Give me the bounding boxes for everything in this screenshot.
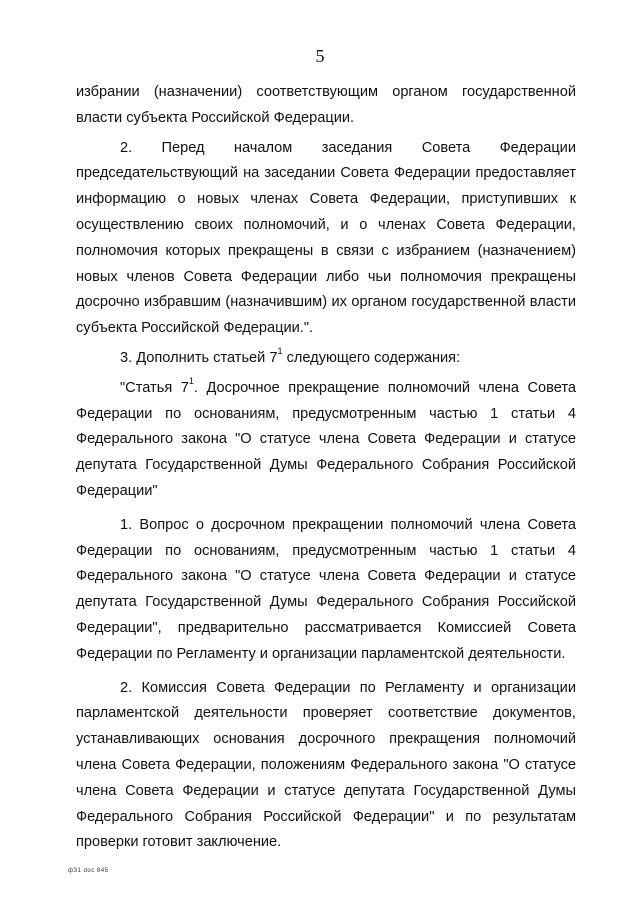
page-number: 5 [315, 46, 325, 66]
article-intro-text: 3. Дополнить статьей 7 [120, 349, 278, 366]
article-title-rest: . Досрочное прекращение полномочий члена Совета Федерации по основаниям, предусмотренным частью 1 статьи 4 Федерального закона "О статусе члена Совета Федерации и статусе депутата Государственной Думы Федерального Собрания Российской Федерации" [76, 379, 576, 499]
paragraph-article-title [76, 376, 576, 505]
paragraph-article-part-2: 2. Комиссия Совета Федерации по Регламенту и организации парламентской деятельности проверяет соответствие документов, устанавливающих основания досрочного прекращения полномочий члена Совета Федерации, положениям Федерального закона "О статусе члена Совета Федерации и статусе депутата Государственной Думы Федерального Собрания Российской Федерации" и по результатам проверки готовит заключение. [76, 679, 576, 851]
paragraph-continuation: избрании (назначении) соответствующим органом государственной власти субъекта Российской Федерации. [76, 84, 576, 126]
article-title-start: "Статья 7 [120, 379, 189, 396]
article-intro-tail: следующего содержания: [282, 349, 461, 366]
article-title-superscript: 1 [188, 375, 194, 386]
document-body [76, 80, 576, 856]
paragraph-article-part-1: 1. Вопрос о досрочном прекращении полномочий члена Совета Федерации по основаниям, предусмотренным частью 1 статьи 4 Федерального закона "О статусе члена Совета Федерации и статусе депутата Государственной Думы Федерального Собрания Российской Федерации", предварительно рассматривается Комиссией Совета Федерации по Регламенту и организации парламентской деятельности. [76, 516, 576, 662]
paragraph-item-2-chairman-info: 2. Перед началом заседания Совета Федерации председательствующий на заседании Совета Федерации предоставляет информацию о новых членах Совета Федерации, приступивших к осуществлению своих полномочий, и о членах Совета Федерации, полномочия которых прекращены в связи с избранием (назначением) новых членов Совета Федерации либо чьи полномочия прекращены досрочно избравшим (назначившим) их органом государственной власти субъекта Российской Федерации.". [76, 139, 576, 337]
article-superscript: 1 [277, 346, 283, 357]
paragraph-item-3-add-article [76, 346, 576, 372]
footer-document-code: фЗ1 doc 845 [68, 868, 109, 874]
